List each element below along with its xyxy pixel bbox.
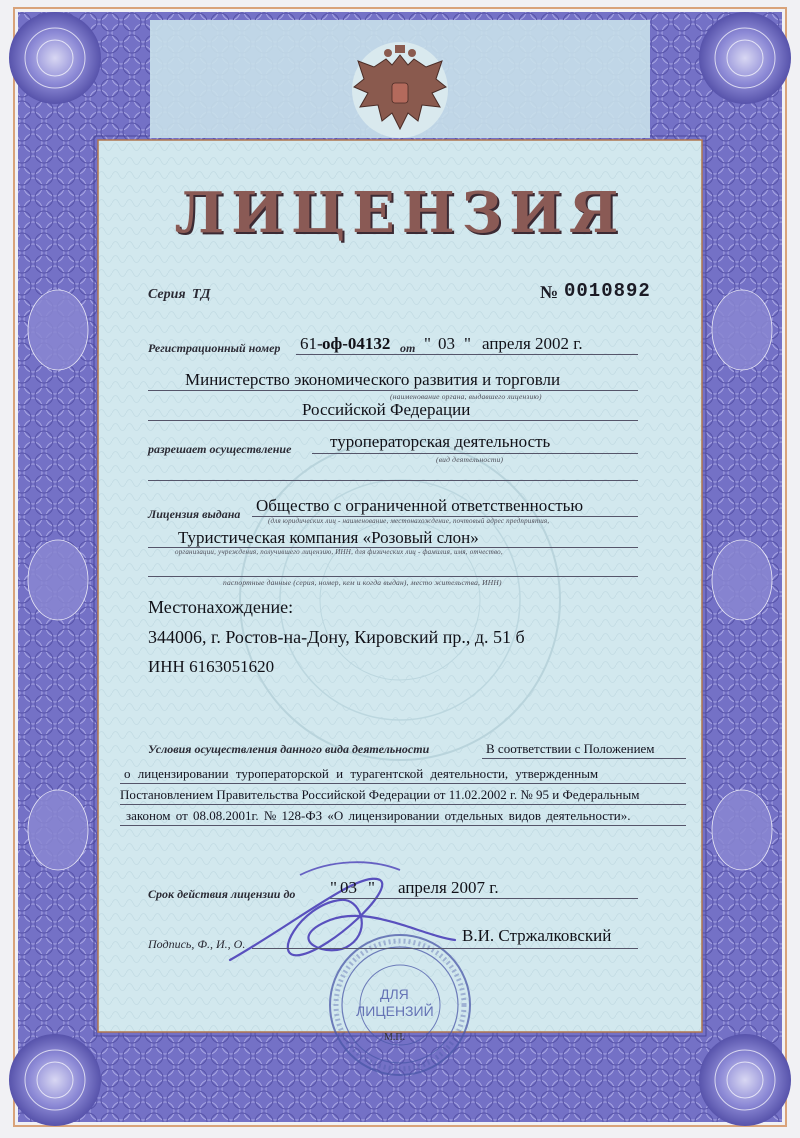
stamp-mp: М.П. [384,1032,406,1043]
licensee-line1: Общество с ограниченной ответственностью [256,496,584,515]
location-label: Местонахождение: [148,597,294,617]
licensee-underline3 [148,576,638,577]
licensee-note2: организации, учреждения, получившего лицензию, ИНН, для физических лиц - фамилия, имя, отчество, [175,548,503,556]
document-title: ЛИЦЕНЗИЯ [174,180,626,246]
location-address: 344006, г. Ростов-на-Дону, Кировский пр., д. 51 б [148,627,525,647]
activity-label: разрешает осуществление [148,442,292,456]
registration-date-rest: апреля 2002 г. [482,334,583,353]
validity-quote-open: " [330,878,337,897]
activity-underline2 [148,480,638,481]
signatory-name: В.И. Стржалковский [462,926,612,945]
licensee-label: Лицензия выдана [148,507,241,521]
registration-day: 03 [438,334,455,353]
registration-number: оф-04132 [322,334,391,353]
registration-number-prefix: 61- [300,334,323,353]
conditions-label: Условия осуществления данного вида деятельности [148,742,430,756]
quote-open: " [424,334,431,353]
series-value: ТД [192,287,211,302]
validity-date-rest: апреля 2007 г. [398,878,499,897]
validity-day: 03 [340,878,357,897]
authority-line2: Российской Федерации [302,400,471,419]
conditions-underline1 [482,758,686,759]
licensee-note3: паспортные данные (серия, номер, кем и когда выдан), место жительства, ИНН) [223,578,502,587]
quote-close: " [464,334,471,353]
validity-label: Срок действия лицензии до [148,887,296,901]
conditions-line3: Постановлением Правительства Российской Федерации от 11.02.2002 г. № 95 и Федеральным [120,787,640,802]
conditions-underline3 [120,804,686,805]
licensee-line2: Туристическая компания «Розовый слон» [178,528,479,547]
authority-line1: Министерство экономического развития и торговли [185,370,561,389]
authority-note: (наименование органа, выдавшего лицензию) [390,392,542,401]
activity-note: (вид деятельности) [436,455,504,464]
conditions-line4: законом от 08.08.2001г. № 128-ФЗ «О лицензировании отдельных видов деятельности». [126,808,631,823]
series-label: Серия [148,287,186,302]
licensee-note1: (для юридических лиц - наименование, местонахождение, почтовый адрес предприятия, [268,517,550,525]
conditions-underline2 [120,783,686,784]
authority-underline2 [148,420,638,421]
conditions-line1: В соответствии с Положением [486,741,655,756]
stamp-text-line1: ДЛЯ [380,986,409,1002]
activity-underline [312,453,638,454]
validity-underline [330,898,638,899]
signature-underline [252,948,638,949]
activity-value: туроператорская деятельность [330,432,551,451]
registration-from: от [400,341,416,355]
signature-label: Подпись, Ф., И., О. [148,937,246,951]
stamp-text-line2: ЛИЦЕНЗИЙ [356,1003,434,1019]
conditions-underline4 [120,825,686,826]
authority-underline1 [148,390,638,391]
registration-label: Регистрационный номер [148,341,281,355]
double-headed-eagle-icon [352,42,448,138]
registration-underline [296,354,638,355]
conditions-line2: о лицензировании туроператорской и турагентской деятельности, утвержденным [124,766,599,781]
number-prefix: № [540,282,559,302]
license-number: 0010892 [564,280,651,302]
location-inn: ИНН 6163051620 [148,657,275,676]
validity-quote-close: " [368,878,375,897]
